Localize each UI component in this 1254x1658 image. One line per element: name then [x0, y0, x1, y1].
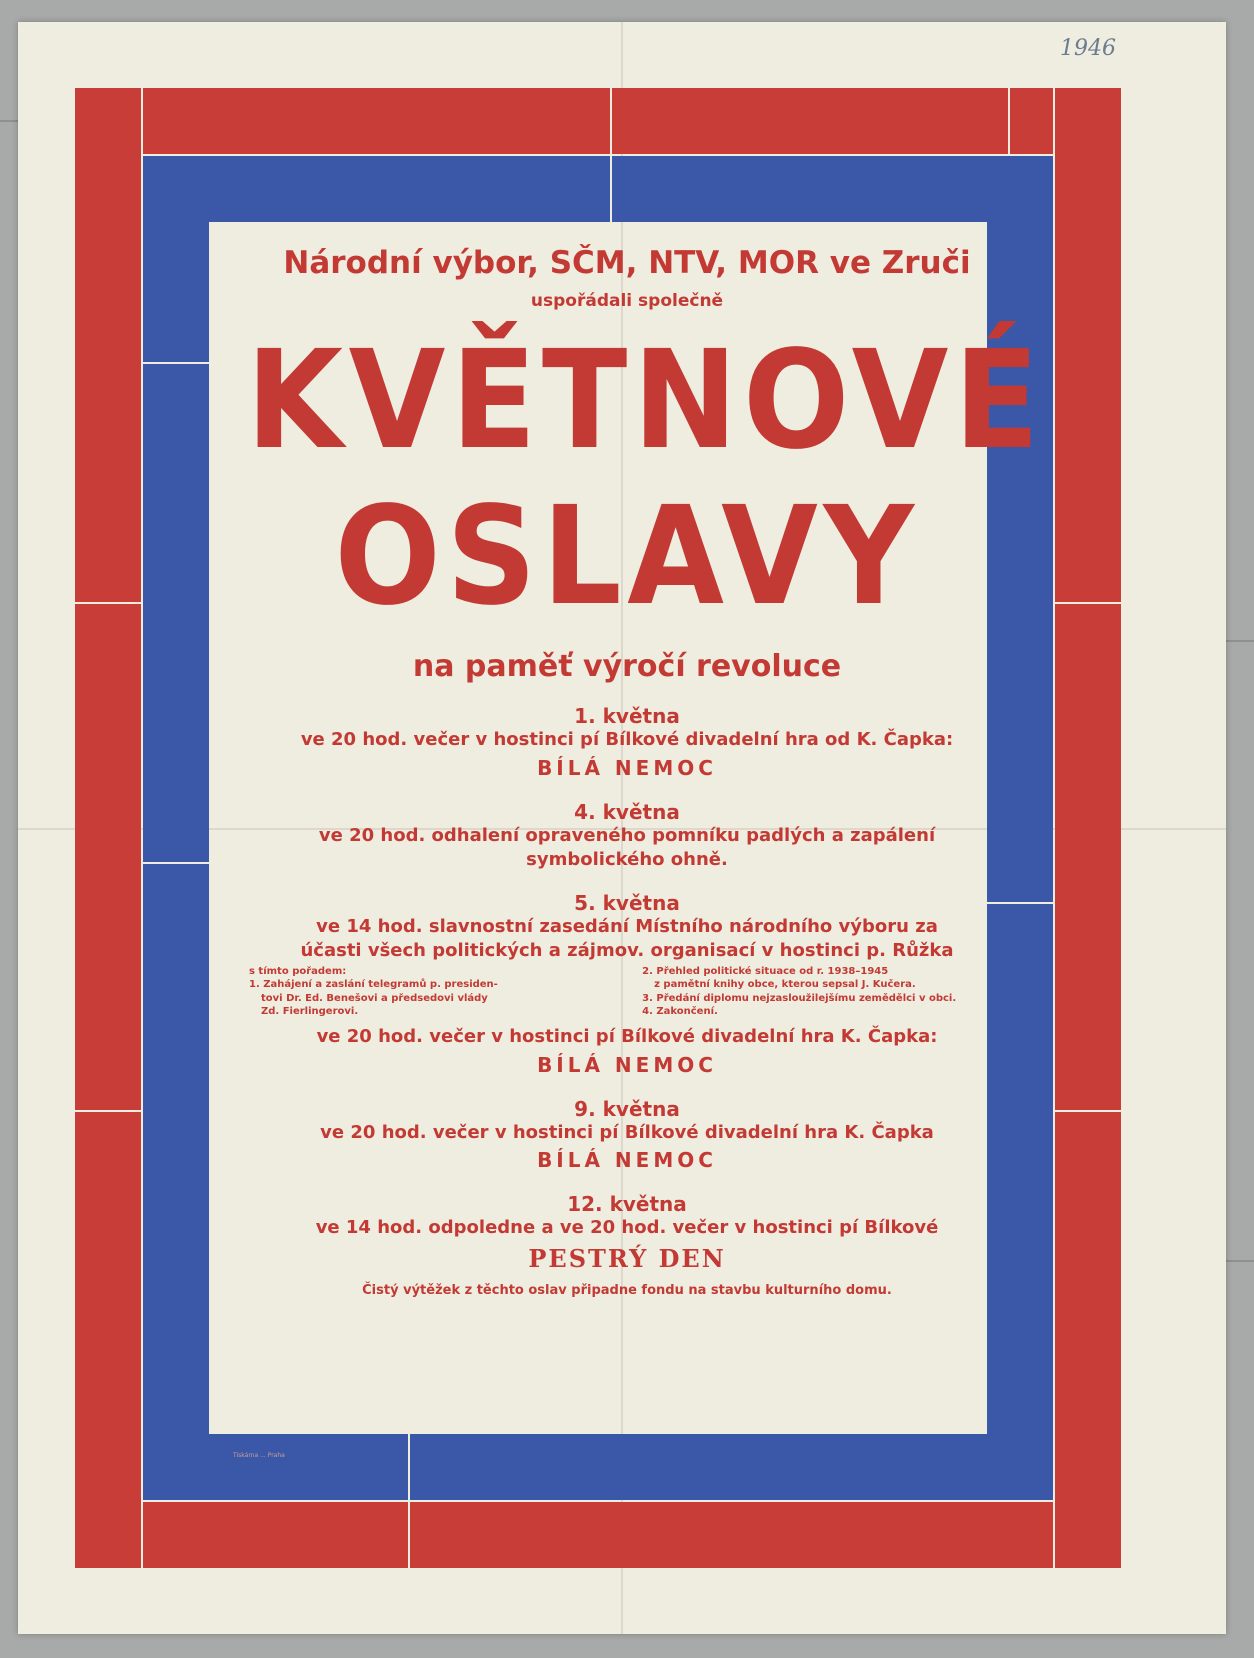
- event-description: symbolického ohně.: [526, 848, 728, 870]
- frame-block-seam: [75, 1110, 141, 1112]
- frame-red-bottom: [143, 1502, 1053, 1568]
- frame-block-seam: [143, 862, 209, 864]
- event-date: 4. května: [574, 799, 680, 824]
- event-block-may-9: [213, 1097, 1041, 1173]
- program-item: 1. Zahájení a zaslání telegramů p. presiden-: [249, 979, 498, 991]
- floor-tile-seam: [0, 120, 18, 122]
- frame-block-seam: [610, 88, 612, 154]
- event-description: ve 20 hod. večer v hostinci pí Bílkové divadelní hra K. Čapka: [320, 1121, 934, 1143]
- program-item: s tímto pořadem:: [249, 965, 347, 977]
- frame-block-seam: [610, 156, 612, 222]
- event-block-may-5: [213, 891, 1041, 1076]
- frame-blue-left: [143, 222, 209, 1434]
- floor-tile-seam: [1226, 640, 1254, 642]
- program-item: 4. Zakončení.: [642, 1006, 718, 1018]
- proceeds-footnote: Čistý výtěžek z těchto oslav připadne fondu na stavbu kulturního domu.: [362, 1283, 892, 1298]
- program-item: z pamětní knihy obce, kterou sepsal J. Kučera.: [654, 979, 916, 991]
- event-date: 9. května: [574, 1096, 680, 1121]
- program-column-right: [642, 965, 1005, 1019]
- program-item: tovi Dr. Ed. Benešovi a předsedovi vlády: [261, 992, 488, 1004]
- event-play-title: BÍLÁ NEMOC: [537, 755, 717, 780]
- frame-block-seam: [1008, 88, 1010, 154]
- headline-line-1: KVĚTNOVÉ: [246, 322, 1045, 480]
- frame-blue-top: [143, 156, 1053, 222]
- program-item: Zd. Fierlingerovi.: [261, 1006, 359, 1018]
- headline-line-2: OSLAVY: [334, 478, 920, 636]
- event-evening-description: ve 20 hod. večer v hostinci pí Bílkové divadelní hra K. Čapka:: [316, 1025, 938, 1047]
- frame-block-seam: [143, 362, 209, 364]
- frame-block-seam: [408, 1502, 410, 1568]
- handwritten-year-note: 1946: [1060, 36, 1116, 61]
- occasion-subtitle: na paměť výročí revoluce: [412, 649, 842, 684]
- poster-content: [213, 227, 1045, 1467]
- event-description: ve 20 hod. večer v hostinci pí Bílkové divadelní hra od K. Čapka:: [300, 729, 954, 750]
- poster-sheet: [18, 22, 1226, 1634]
- event-description: ve 20 hod. odhalení opraveného pomníku padlých a zapálení: [318, 824, 936, 846]
- event-block-may-1: [213, 704, 1041, 780]
- event-description: ve 14 hod. odpoledne a ve 20 hod. večer v hostinci pí Bílkové: [315, 1217, 939, 1239]
- event-block-may-12: [213, 1192, 1041, 1273]
- floor-tile-seam: [1226, 1260, 1254, 1262]
- event-play-title: BÍLÁ NEMOC: [537, 1148, 717, 1173]
- event-program-list: [213, 965, 1041, 1019]
- organizers-heading: Národní výbor, SČM, NTV, MOR ve Zruči: [283, 245, 971, 281]
- frame-block-seam: [75, 602, 141, 604]
- event-description: účasti všech politických a zájmov. organisací v hostinci p. Růžka: [300, 940, 954, 961]
- event-play-title: BÍLÁ NEMOC: [537, 1052, 717, 1077]
- frame-block-seam: [1055, 1110, 1121, 1112]
- printer-mark: Tiskárna ... Praha: [233, 1452, 285, 1459]
- event-description: ve 14 hod. slavnostní zasedání Místního národního výboru za: [316, 916, 938, 938]
- frame-red-right: [1055, 88, 1121, 1568]
- event-date: 1. května: [574, 704, 680, 728]
- event-final-title: PESTRÝ DEN: [528, 1244, 726, 1273]
- event-date: 12. května: [567, 1192, 687, 1217]
- organized-together-text: uspořádali společně: [530, 291, 724, 311]
- program-item: 2. Přehled politické situace od r. 1938–1945: [642, 965, 889, 977]
- frame-red-top: [143, 88, 1053, 154]
- event-block-may-4: [213, 800, 1041, 872]
- program-column-left: [249, 965, 612, 1019]
- frame-block-seam: [1055, 602, 1121, 604]
- event-date: 5. května: [574, 891, 680, 916]
- program-item: 3. Předání diplomu nejzasloužilejšímu zemědělci v obci.: [642, 992, 957, 1004]
- frame-red-left: [75, 88, 141, 1568]
